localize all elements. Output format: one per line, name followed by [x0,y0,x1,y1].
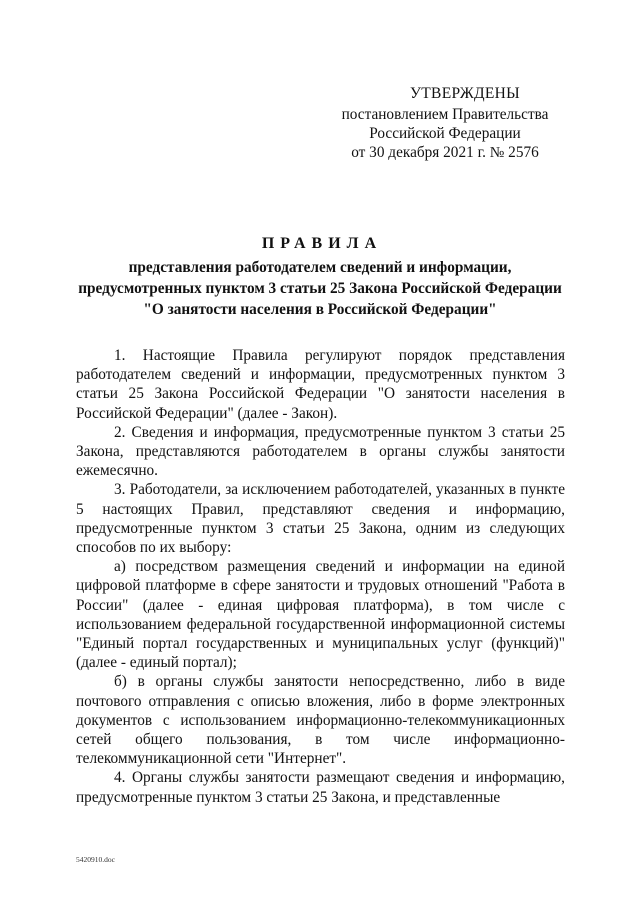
paragraph-3: 3. Работодатели, за исключением работодателей, указанных в пункте 5 настоящих Правил, представляют сведения и информацию, предусмотренные пунктом 3 статьи 25 Закона, одним из следующих способов по их выбору: [76,481,565,557]
document-body [76,346,565,807]
file-name-footer: 5420910.doc [76,855,115,864]
paragraph-3b: б) в органы службы занятости непосредственно, либо в виде почтового отправления с описью вложения, либо в форме электронных документов с использованием информационно-телекоммуникационных сетей общего пользования, в том числе информационно-телекоммуникационной сети "Интернет". [76,673,565,768]
document-subtitle [70,257,570,320]
approval-line-date-number: от 30 декабря 2021 г. № 2576 [351,144,539,161]
approval-line-government: Российской Федерации [369,125,521,142]
paragraph-2: 2. Сведения и информация, предусмотренные пунктом 3 статьи 25 Закона, представляются работодателем в органы службы занятости ежемесячно. [76,423,565,480]
subtitle-line: предусмотренных пунктом 3 статьи 25 Закона Российской Федерации [78,280,562,297]
document-title: ПРАВИЛА [261,235,383,252]
approval-block [330,84,560,162]
paragraph-3a: а) посредством размещения сведений и информации на единой цифровой платформе в сфере занятости и трудовых отношений "Работа в России" (далее - единая цифровая платформа), в том числе с использованием федеральной государственной информационной системы "Единый портал государственных и муниципальных услуг (функций)" (далее - единый портал); [76,558,565,672]
subtitle-line: "О занятости населения в Российской Федерации" [143,301,497,318]
paragraph-4: 4. Органы службы занятости размещают сведения и информацию, предусмотренные пунктом 3 статьи 25 Закона, и представленные [76,769,565,806]
paragraph-1: 1. Настоящие Правила регулируют порядок представления работодателем сведений и информации, предусмотренных пунктом 3 статьи 25 Закона Российской Федерации "О занятости населения в Российской Федерации" (далее - Закон). [76,347,565,422]
subtitle-line: представления работодателем сведений и информации, [128,259,512,276]
approval-line-decree: постановлением Правительства [341,106,549,123]
approval-heading: УТВЕРЖДЕНЫ [410,85,520,102]
